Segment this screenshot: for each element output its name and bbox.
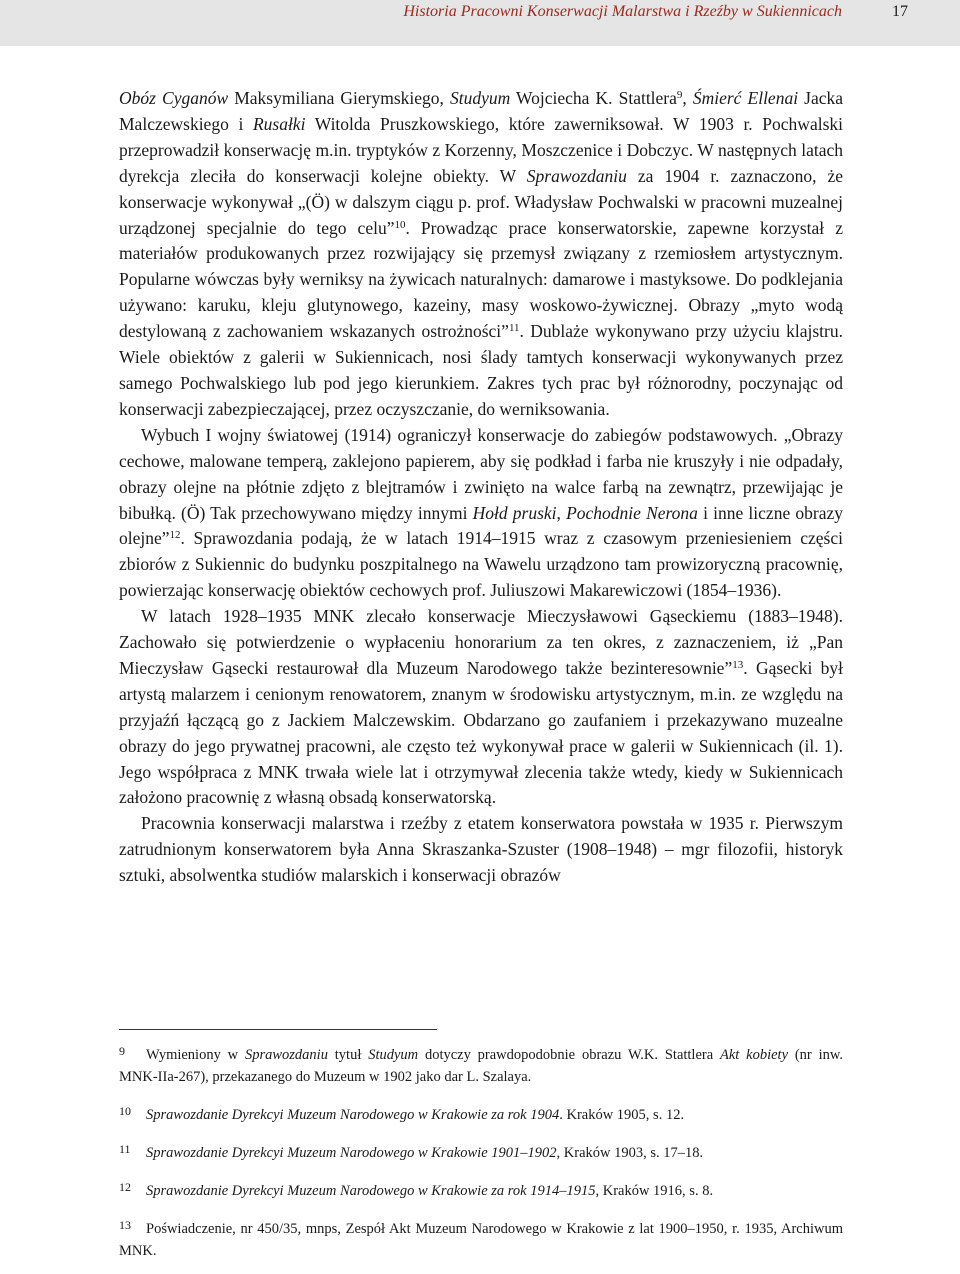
artwork-title: Studyum [450, 88, 511, 108]
text-run: , Kraków 1903, s. 17–18. [556, 1145, 704, 1161]
text-run: . Sprawozdania podają, że w latach 1914–1915 wraz z czasowym przeniesieniem części zbiorów z Sukiennic do budynku poszpitalnego na Wawelu urządzono tam prowizoryczną pracownię, powierzając konserwację obiektów cechowych prof. Juliuszowi Makarewiczowi (1854–1936). [119, 528, 843, 601]
footnote-number: 12 [119, 1180, 131, 1194]
artwork-title: Studyum [368, 1047, 419, 1063]
running-title: Historia Pracowni Konserwacji Malarstwa i Rzeźby w Sukiennicach [403, 3, 842, 20]
text-run: Wojciecha K. Stattlera [510, 88, 677, 108]
footnote-number: 13 [119, 1218, 131, 1232]
artwork-title: Rusałki [252, 113, 306, 134]
text-run: i inne liczne obrazy olejne” [119, 502, 843, 549]
text-run: za 1904 r. zaznaczono, że konserwacje wykonywał „(Ö) w dalszym ciągu p. prof. Władysław Pochwalski w pracowni muzealnej urządzonej specjalnie do tego celu” [119, 165, 843, 238]
text-run: . Kraków 1905, s. 12. [559, 1107, 685, 1123]
page-number: 17 [892, 3, 908, 20]
text-run: Pracownia konserwacji malarstwa i rzeźby z etatem konserwatora powstała w 1935 r. Pierwszym zatrudnionym konserwatorem była Anna Skraszanka-Szuster (1908–1948) – mgr filozofii, historyk sztuki, absolwentka studiów malarskich i konserwacji obrazów [119, 813, 843, 886]
footnote-11 [119, 1138, 843, 1164]
text-run: . Prowadząc prace konserwatorskie, zapewne korzystał z materiałów produkowanych przez rozwijający się przemysł związany z rzemiosłem artystycznym. Popularne wówczas były werniksy na żywicach naturalnych: damarowe i mastyksowe. Do podklejania używano: karuku, kleju glutynowego, kazeiny, masy woskowo-żywicznej. Obrazy „myto wodą destylowaną z zachowaniem wskazanych ostrożności” [119, 217, 843, 342]
text-run: , [682, 88, 693, 108]
text-run: , Kraków 1916, s. 8. [595, 1183, 714, 1199]
publication-title: Sprawozdanie Dyrekcyi Muzeum Narodowego w Krakowie za rok 1914–1915 [146, 1183, 596, 1199]
paragraph-2 [119, 423, 843, 604]
footnote-ref-10: 10 [394, 218, 406, 231]
footnote-10 [119, 1100, 843, 1126]
publication-title: Sprawozdanie Dyrekcyi Muzeum Narodowego w Krakowie 1901–1902 [146, 1145, 557, 1161]
text-run: W latach 1928–1935 MNK zlecało konserwacje Mieczysławowi Gąseckiemu (1883–1948). Zachowało się potwierdzenie o wypłaceniu honorarium za ten okres, z zaznaczeniem, iż „Pan Mieczysław Gąsecki restaurował dla Muzeum Narodowego także bezinteresownie” [119, 606, 843, 678]
publication-title: Sprawozdaniu [526, 165, 627, 186]
text-run: Wybuch I wojny światowej (1914) ograniczył konserwacje do zabiegów podstawowych. „Obrazy cechowe, malowane temperą, zaklejono papierem, aby się podkład i farba nie kruszyły i nie odpadały, obrazy olejne na płótnie zdjęto z blejtramów i zwinięto na walce farbą na zewnątrz, przewijając je bibułką. (Ö) Tak przechowywano między innymi [119, 424, 843, 523]
text-run: Witolda Pruszkowskiego, które zawerniksował. W 1903 r. Pochwalski przeprowadził konserwację m.in. tryptyków z Korzenny, Moszczenice i Dobczyc. W następnych latach dyrekcja zleciła do konserwacji kolejne obiekty. W [119, 113, 843, 186]
footnote-ref-12: 12 [169, 529, 181, 542]
paragraph-4 [119, 811, 843, 889]
publication-title: Sprawozdanie Dyrekcyi Muzeum Narodowego w Krakowie za rok 1904 [146, 1107, 560, 1123]
text-run: . Dublaże wykonywano przy użyciu klajstru. Wiele obiektów z galerii w Sukiennicach, nosi ślady tamtych konserwacji wykonywanych przez samego Pochwalskiego lub pod jego kierunkiem. Zakres tych prac był różnorodny, poczynając od konserwacji zabezpieczającej, przez oczyszczanie, do werniksowania. [119, 321, 843, 419]
artwork-title: Śmierć Ellenai [692, 88, 799, 108]
footnote-number: 10 [119, 1104, 131, 1118]
text-run: Maksymiliana Gierymskiego, [228, 88, 450, 108]
footnote-ref-11: 11 [508, 322, 520, 335]
footnote-number: 11 [119, 1142, 131, 1156]
footnote-9 [119, 1040, 843, 1088]
text-run: Poświadczenie, nr 450/35, mnps, Zespół Akt Muzeum Narodowego w Krakowie z lat 1900–1950, r. 1935, Archiwum MNK. [119, 1221, 843, 1259]
paragraph-3 [119, 604, 843, 811]
text-run: Jacka Malczewskiego i [119, 88, 844, 134]
text-run: tytuł [327, 1047, 369, 1063]
paragraph-1 [119, 86, 843, 423]
artwork-title: Akt kobiety [720, 1047, 789, 1063]
artwork-title: Pochodnie Nerona [566, 502, 698, 523]
footnotes [119, 1040, 843, 1274]
footnote-13 [119, 1214, 843, 1262]
main-text [119, 86, 843, 889]
text-run: (nr inw. MNK-IIa-267), przekazanego do Muzeum w 1902 jako dar L. Szalaya. [119, 1047, 844, 1085]
running-header [0, 0, 960, 46]
text-run: , [556, 502, 567, 523]
artwork-title: Hołd pruski [472, 502, 557, 523]
footnote-ref-9: 9 [676, 89, 683, 101]
footnote-12 [119, 1176, 843, 1202]
footnote-ref-13: 13 [732, 658, 744, 671]
text-run: . Gąsecki był artystą malarzem i cenionym renowatorem, znanym w środowisku artystycznym, m.in. ze względu na przyjaźń łączącą go z Jackiem Malczewskim. Obdarzano go zaufaniem i przekazywano muzealne obrazy do jego prywatnej pracowni, ale często też wykonywał prace w galerii w Sukiennicach (il. 1). Jego współpraca z MNK trwała wiele lat i otrzymywał zlecenia także wtedy, kiedy w Sukiennicach założono pracownię z własną obsadą konserwatorską. [119, 657, 843, 808]
footnote-separator [119, 1029, 437, 1030]
text-run: Wymieniony w [146, 1047, 245, 1063]
text-run: dotyczy prawdopodobnie obrazu W.K. Stattlera [418, 1047, 720, 1063]
publication-title: Sprawozdaniu [244, 1047, 328, 1063]
artwork-title: Obóz Cyganów [119, 88, 229, 108]
footnote-number: 9 [119, 1044, 125, 1058]
